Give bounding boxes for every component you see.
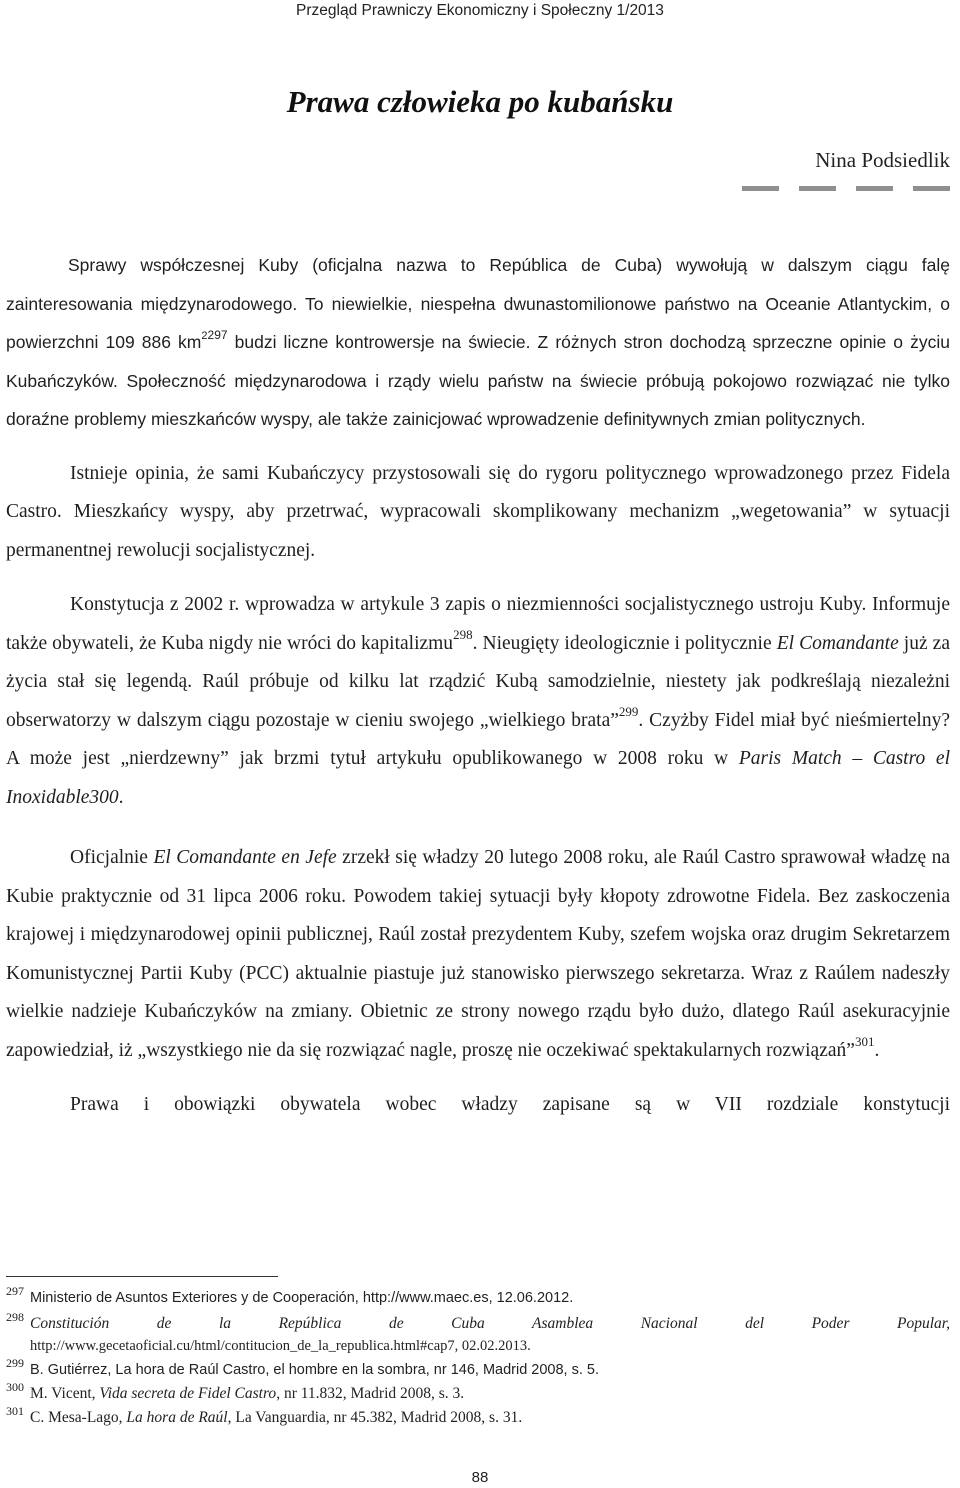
footnote-link[interactable]: http://www.gecetaoficial.cu/html/contitucion_de_la_republica.html#cap7, 02.02.2013. (30, 1338, 531, 1354)
journal-header: Przegląd Prawniczy Ekonomiczny i Społeczny 1/2013 (296, 2, 664, 19)
paragraph-4 (6, 839, 950, 1070)
footnote-number: 300 (6, 1380, 24, 1394)
footnote-text: B. Gutiérrez, La hora de Raúl Castro, el hombre en la sombra, nr 146, Madrid 2008, s. 5. (30, 1362, 600, 1378)
footnote-300 (6, 1380, 950, 1405)
article-body (6, 246, 950, 1141)
paragraph-4-text-b: zrzekł się władzy 20 lutego 2008 roku, ale Raúl Castro sprawował władzę na Kubie praktycznie od 31 lipca 2006 roku. Powodem takiej sytuacji były kłopoty zdrowotne Fidela. Bez zaskoczenia krajowej i międzynarodowej opinii publicznej, Raúl został prezydentem Kuby, szefem wojska oraz drugim Sekretarzem Komunistycznej Partii Kuby (PCC) aktualnie piastuje już stanowisko pierwszego sekretarza. Wraz z Raúlem nadeszły wielkie nadzieje Kubańczyków na zmiany. Obietnic ze strony nowego rządu było dużo, dlatego Raúl asekuracyjnie zapowiedział, iż „wszystkiego nie da się rozwiązać nagle, proszę nie oczekiwać spektakularnych rozwiązań” (6, 847, 950, 1061)
superscript-km2: 2 (201, 330, 208, 343)
footnote-301 (6, 1404, 950, 1429)
dash-2 (799, 186, 836, 191)
footnotes (6, 1284, 950, 1429)
paragraph-3-text-a: Konstytucja z 2002 r. wprowadza w artykule 3 zapis o niezmienności socjalistycznego ustroju Kuby. Informuje także obywateli, że Kuba nigdy nie wróci do kapitalizmu (6, 594, 950, 654)
paragraph-3 (6, 586, 950, 817)
paragraph-3-text-b: . Nieugięty ideologicznie i politycznie (472, 632, 777, 654)
footnote-text-a: M. Vicent, (30, 1385, 100, 1402)
footnote-ref-301[interactable]: 301 (854, 1034, 875, 1049)
footnote-297 (6, 1284, 950, 1309)
footnote-number: 298 (6, 1310, 24, 1324)
footnote-ref-297[interactable]: 297 (207, 328, 228, 343)
footnote-number: 299 (6, 1356, 24, 1370)
dash-1 (742, 186, 779, 191)
paragraph-1-text-a: Sprawy współczesnej Kuby (oficjalna nazwa to República de Cuba) wywołują w dalszym ciągu falę zainteresowania międzynarodowego. To niewielkie, niespełna dwunastomilionowe państwo na Oceanie Atlantyckim, o powierzchni 109 886 km (6, 255, 950, 352)
dash-4 (913, 186, 950, 191)
footnote-text: Ministerio de Asuntos Exteriores y de Cooperación, http://www.maec.es, 12.06.2012. (30, 1290, 574, 1306)
footnote-italic-title: Vida secreta de Fidel Castro (99, 1385, 277, 1402)
footnote-298 (6, 1310, 950, 1357)
footnote-ref-299[interactable]: 299 (618, 704, 639, 719)
footnote-italic-title: La hora de Raúl (126, 1409, 228, 1426)
footnote-text-a: C. Mesa-Lago, (30, 1409, 127, 1426)
article-author: Nina Podsiedlik (815, 148, 950, 172)
paragraph-4-text-a: Oficjalnie (70, 847, 154, 868)
article-title: Prawa człowieka po kubańsku (286, 84, 674, 119)
footnote-separator (6, 1276, 278, 1277)
paragraph-3-italic-paris-match: Paris Match – Castro el Inoxidable300 (6, 748, 951, 808)
paragraph-4-italic-comandante-en-jefe: El Comandante en Jefe (153, 847, 337, 868)
footnote-ref-298[interactable]: 298 (453, 627, 473, 642)
paragraph-3-italic-comandante: El Comandante (776, 632, 899, 654)
footnote-299 (6, 1356, 950, 1381)
paragraph-2: Istnieje opinia, że sami Kubańczycy przystosowali się do rygoru politycznego wprowadzonego przez Fidela Castro. Mieszkańcy wyspy, aby przetrwać, wypracowali skomplikowany mechanizm „wegetowania” w sytuacji permanentnej rewolucji socjalistycznej. (6, 462, 950, 561)
paragraph-1 (6, 246, 950, 439)
paragraph-3-text-c: już za życia stał się legendą. Raúl próbuje od kilku lat rządzić Kubą samodzielnie, niestety jak podkreślają niezależni obserwatorzy w dalszym ciągu pozostaje w cieniu swojego „wielkiego brata” (6, 632, 950, 731)
page-number: 88 (471, 1469, 489, 1486)
dash-3 (856, 186, 893, 191)
footnote-number: 301 (6, 1404, 24, 1418)
paragraph-3-text-e: . (118, 786, 124, 808)
paragraph-4-text-c: . (874, 1039, 880, 1061)
footnote-text-b: , La Vanguardia, nr 45.382, Madrid 2008, s. 31. (227, 1409, 523, 1426)
footnote-text-b: , nr 11.832, Madrid 2008, s. 3. (276, 1385, 465, 1402)
paragraph-3-text-d: . Czyżby Fidel miał być nieśmiertelny? A może jest „nierdzewny” jak brzmi tytuł artykułu opublikowanego w 2008 roku w (6, 709, 950, 769)
footnote-italic-constitucion: Constitución de la República de Cuba Asamblea Nacional del Poder Popular, (30, 1315, 950, 1332)
paragraph-1-text-b: budzi liczne kontrowersje na świecie. Z różnych stron dochodzą sprzeczne opinie o życiu Kubańczyków. Społeczność międzynarodowa i rządy wielu państw na świecie próbują pokojowo rozwiązać nie tylko doraźne problemy mieszkańców wyspy, ale także zainicjować wprowadzenie definitywnych zmian politycznych. (6, 332, 950, 429)
decorative-dashes (742, 186, 950, 192)
footnote-number: 297 (6, 1284, 24, 1298)
paragraph-5: Prawa i obowiązki obywatela wobec władzy zapisane są w VII rozdziale konstytucji (70, 1094, 950, 1115)
